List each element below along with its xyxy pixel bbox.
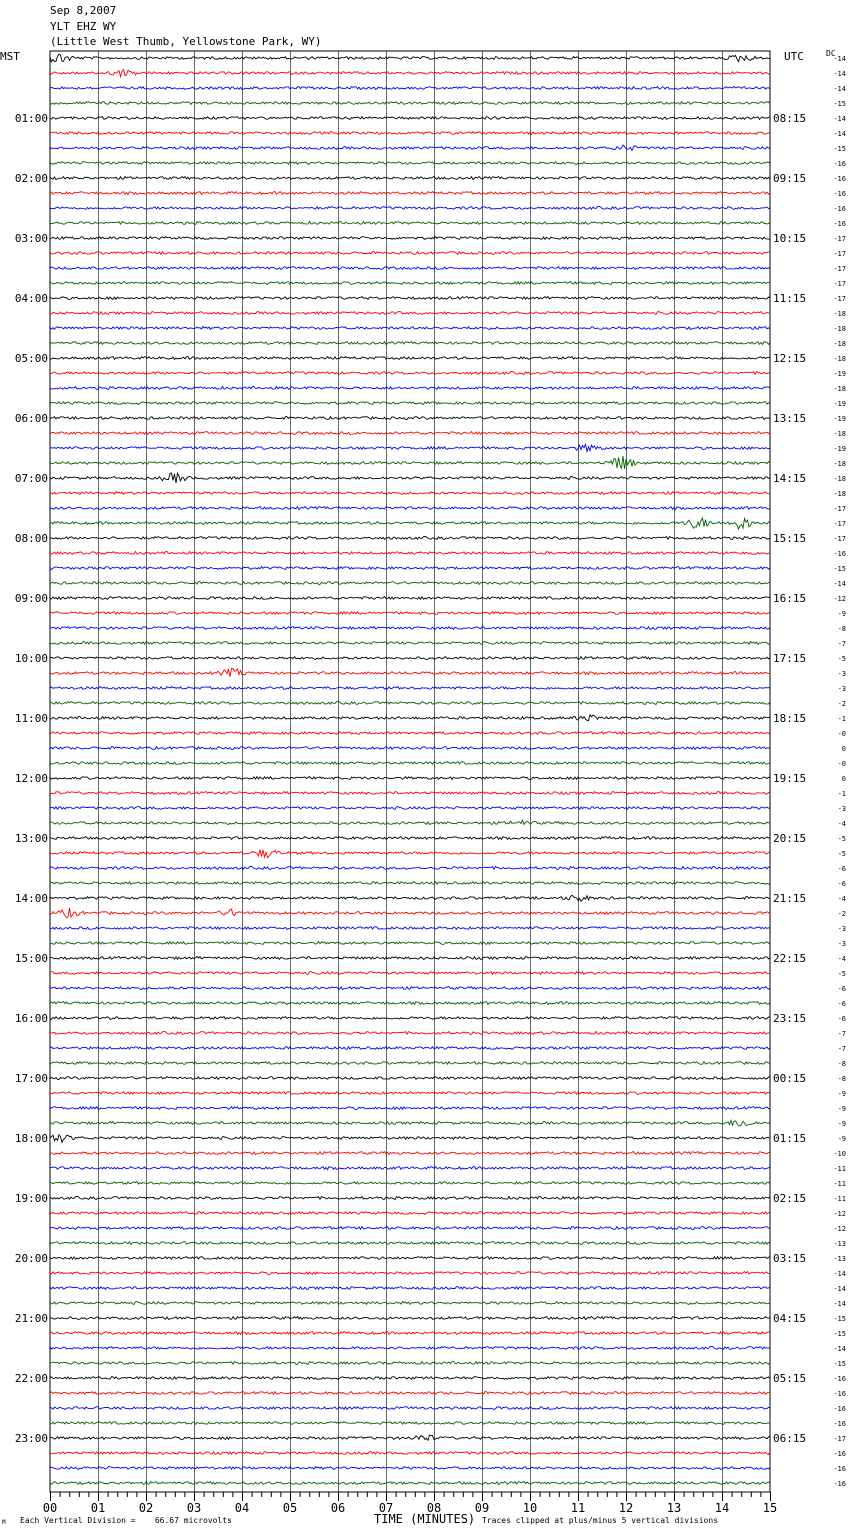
dc-offset-label: -17	[833, 295, 846, 303]
trace-row	[50, 1032, 770, 1035]
trace-row	[50, 117, 770, 120]
mst-hour-label: 16:00	[14, 1012, 48, 1025]
dc-offset-label: -9	[837, 1120, 846, 1128]
station-code: YLT EHZ WY	[50, 20, 117, 33]
dc-offset-label: -16	[833, 1465, 846, 1473]
dc-offset-label: -17	[833, 265, 846, 273]
mst-hour-label: 21:00	[14, 1312, 48, 1325]
dc-offset-label: -19	[833, 415, 846, 423]
trace-row	[50, 1152, 770, 1155]
trace-row	[50, 54, 770, 62]
dc-offset-label: -11	[833, 1165, 846, 1173]
trace-row	[50, 1407, 770, 1410]
dc-offset-label: -8	[837, 625, 846, 633]
dc-offset-label: -13	[833, 1255, 846, 1263]
trace-row	[50, 252, 770, 255]
utc-hour-label: 13:15	[773, 412, 807, 425]
trace-row	[50, 1121, 770, 1126]
trace-row	[50, 1212, 770, 1215]
trace-row	[50, 882, 770, 885]
dc-offset-label: -2	[837, 700, 846, 708]
dc-offset-label: -15	[833, 100, 846, 108]
utc-hour-label: 01:15	[773, 1132, 807, 1145]
trace-row	[50, 267, 770, 270]
x-tick-label: 13	[666, 1501, 682, 1515]
trace-row	[50, 850, 770, 858]
utc-hour-label: 03:15	[773, 1252, 807, 1265]
dc-offset-label: -19	[833, 400, 846, 408]
dc-offset-label: -14	[833, 130, 846, 138]
trace-row	[50, 1332, 770, 1335]
utc-hour-label: 04:15	[773, 1312, 807, 1325]
vertical-scale-note: Each Vertical Division = 66.67 microvolts	[20, 1516, 232, 1525]
dc-offset-label: -16	[833, 205, 846, 213]
dc-offset-label: -16	[833, 190, 846, 198]
dc-offset-label: -3	[837, 685, 846, 693]
utc-hour-label: 14:15	[773, 472, 807, 485]
trace-row	[50, 372, 770, 375]
x-tick-label: 05	[282, 1501, 298, 1515]
mst-hour-label: 20:00	[14, 1252, 48, 1265]
trace-row	[50, 567, 770, 570]
dc-offset-label: -11	[833, 1195, 846, 1203]
dc-offset-label: -17	[833, 520, 846, 528]
mst-hour-label: 18:00	[14, 1132, 48, 1145]
dc-offset-label: -1	[837, 715, 846, 723]
mst-hour-label: 04:00	[14, 292, 48, 305]
trace-row	[50, 432, 770, 435]
plot-date: Sep 8,2007	[50, 4, 117, 17]
trace-row	[50, 1077, 770, 1080]
trace-row	[50, 927, 770, 930]
trace-row	[50, 162, 770, 165]
trace-row	[50, 518, 770, 529]
dc-offset-label: -19	[833, 370, 846, 378]
dc-offset-label: -9	[837, 610, 846, 618]
dc-offset-label: -12	[833, 595, 846, 603]
dc-offset-label: -3	[837, 805, 846, 813]
dc-offset-label: -15	[833, 145, 846, 153]
mst-hour-label: 08:00	[14, 532, 48, 545]
dc-offset-label: -16	[833, 220, 846, 228]
dc-offset-label: -16	[833, 1480, 846, 1488]
mst-hour-label: 19:00	[14, 1192, 48, 1205]
trace-row	[50, 777, 770, 780]
dc-offset-label: -5	[837, 835, 846, 843]
dc-offset-label: -17	[833, 1435, 846, 1443]
trace-row	[50, 473, 770, 483]
x-tick-label: 10	[522, 1501, 538, 1515]
x-tick-label: 02	[138, 1501, 154, 1515]
dc-offset-label: -14	[833, 1300, 846, 1308]
trace-row	[50, 357, 770, 360]
trace-row	[50, 145, 770, 150]
trace-row	[50, 668, 770, 676]
dc-offset-label: -0	[837, 730, 846, 738]
utc-hour-label: 15:15	[773, 532, 807, 545]
utc-hour-label: 02:15	[773, 1192, 807, 1205]
dc-offset-label: -16	[833, 1405, 846, 1413]
utc-hour-label: 00:15	[773, 1072, 807, 1085]
trace-row	[50, 1257, 770, 1260]
dc-offset-label: -8	[837, 1060, 846, 1068]
utc-hour-label: 11:15	[773, 292, 807, 305]
dc-offset-label: -14	[833, 1345, 846, 1353]
mst-hour-label: 07:00	[14, 472, 48, 485]
dc-offset-label: 0	[841, 775, 846, 783]
utc-hour-label: 12:15	[773, 352, 807, 365]
trace-row	[50, 1392, 770, 1395]
trace-row	[50, 1482, 770, 1485]
dc-offset-label: -14	[833, 70, 846, 78]
utc-hour-label: 06:15	[773, 1432, 807, 1445]
station-location: (Little West Thumb, Yellowstone Park, WY)	[50, 35, 322, 48]
dc-offset-label: -18	[833, 490, 846, 498]
mst-hour-label: 03:00	[14, 232, 48, 245]
trace-row	[50, 1302, 770, 1305]
mst-hour-label: 09:00	[14, 592, 48, 605]
dc-offset-label: -18	[833, 475, 846, 483]
trace-row	[50, 237, 770, 240]
utc-hour-label: 17:15	[773, 652, 807, 665]
utc-hour-label: 21:15	[773, 892, 807, 905]
dc-offset-label: -18	[833, 325, 846, 333]
dc-offset-label: -15	[833, 1315, 846, 1323]
trace-row	[50, 132, 770, 135]
trace-row	[50, 207, 770, 210]
dc-offset-label: -13	[833, 1240, 846, 1248]
trace-row	[50, 1017, 770, 1020]
utc-hour-label: 18:15	[773, 712, 807, 725]
trace-row	[50, 1377, 770, 1380]
dc-offset-label: -5	[837, 655, 846, 663]
trace-row	[50, 282, 770, 285]
dc-offset-label: -16	[833, 1390, 846, 1398]
dc-offset-label: -14	[833, 1270, 846, 1278]
trace-row	[50, 1107, 770, 1110]
trace-row	[50, 702, 770, 705]
dc-offset-label: -17	[833, 505, 846, 513]
dc-offset-label: -18	[833, 430, 846, 438]
dc-offset-label: -6	[837, 880, 846, 888]
trace-row	[50, 820, 770, 825]
x-axis-title: TIME (MINUTES)	[374, 1512, 476, 1526]
x-tick-label: 12	[618, 1501, 634, 1515]
trace-row	[50, 908, 770, 918]
corner-mark: M	[2, 1519, 6, 1526]
trace-row	[50, 456, 770, 469]
x-tick-label: 15	[762, 1501, 778, 1515]
trace-row	[50, 715, 770, 721]
trace-row	[50, 1347, 770, 1350]
trace-row	[50, 1272, 770, 1275]
trace-row	[50, 1135, 770, 1143]
trace-row	[50, 327, 770, 330]
dc-offset-label: -3	[837, 925, 846, 933]
dc-offset-label: -14	[833, 580, 846, 588]
mst-hour-label: 22:00	[14, 1372, 48, 1385]
dc-offset-label: -9	[837, 1135, 846, 1143]
x-tick-label: 11	[570, 1501, 586, 1515]
mst-hour-label: 11:00	[14, 712, 48, 725]
dc-offset-label: -14	[833, 1285, 846, 1293]
dc-offset-label: -3	[837, 670, 846, 678]
trace-row	[50, 942, 770, 945]
trace-row	[50, 1467, 770, 1470]
trace-row	[50, 192, 770, 195]
mst-hour-label: 23:00	[14, 1432, 48, 1445]
trace-row	[50, 87, 770, 90]
dc-offset-label: -4	[837, 895, 846, 903]
dc-offset-label: -19	[833, 445, 846, 453]
utc-hour-label: 05:15	[773, 1372, 807, 1385]
dc-offset-label: -17	[833, 250, 846, 258]
mst-hour-label: 14:00	[14, 892, 48, 905]
trace-row	[50, 387, 770, 390]
dc-offset-label: -16	[833, 160, 846, 168]
mst-hour-label: 12:00	[14, 772, 48, 785]
dc-offset-label: -9	[837, 1105, 846, 1113]
dc-offset-label: -11	[833, 1180, 846, 1188]
dc-offset-label: -14	[833, 85, 846, 93]
dc-offset-label: -14	[833, 55, 846, 63]
trace-row	[50, 732, 770, 735]
dc-offset-label: -4	[837, 955, 846, 963]
dc-offset-label: -1	[837, 790, 846, 798]
utc-hour-label: 09:15	[773, 172, 807, 185]
dc-offset-label: -6	[837, 985, 846, 993]
mst-hour-label: 01:00	[14, 112, 48, 125]
mst-hour-label: 15:00	[14, 952, 48, 965]
utc-hour-label: 23:15	[773, 1012, 807, 1025]
dc-offset-label: -16	[833, 1420, 846, 1428]
trace-row	[50, 792, 770, 795]
x-tick-label: 01	[90, 1501, 106, 1515]
dc-offset-label: -3	[837, 940, 846, 948]
dc-offset-label: -6	[837, 1000, 846, 1008]
trace-row	[50, 762, 770, 765]
mst-hour-label: 17:00	[14, 1072, 48, 1085]
trace-row	[50, 1317, 770, 1320]
dc-offset-label: -4	[837, 820, 846, 828]
utc-hour-label: 19:15	[773, 772, 807, 785]
trace-row	[50, 627, 770, 630]
dc-offset-label: -15	[833, 1330, 846, 1338]
trace-row	[50, 507, 770, 510]
dc-offset-label: -7	[837, 1045, 846, 1053]
clipping-note: Traces clipped at plus/minus 5 vertical divisions	[482, 1516, 719, 1525]
dc-offset-label: -16	[833, 550, 846, 558]
dc-offset-label: -14	[833, 115, 846, 123]
dc-offset-label: -18	[833, 310, 846, 318]
utc-hour-label: 22:15	[773, 952, 807, 965]
trace-row	[50, 552, 770, 555]
trace-row	[50, 1422, 770, 1425]
x-tick-label: 06	[330, 1501, 346, 1515]
dc-offset-label: -5	[837, 850, 846, 858]
trace-row	[50, 582, 770, 585]
dc-offset-label: -6	[837, 1015, 846, 1023]
trace-row	[50, 297, 770, 300]
dc-offset-label: -8	[837, 1075, 846, 1083]
trace-row	[50, 70, 770, 77]
dc-offset-label: -16	[833, 1450, 846, 1458]
trace-row	[50, 597, 770, 600]
dc-offset-label: -17	[833, 535, 846, 543]
dc-offset-header: DC	[826, 49, 836, 58]
trace-row	[50, 747, 770, 750]
dc-offset-label: -2	[837, 910, 846, 918]
trace-row	[50, 417, 770, 420]
dc-offset-label: -18	[833, 460, 846, 468]
dc-offset-label: 0	[841, 745, 846, 753]
trace-row	[50, 222, 770, 225]
trace-row	[50, 1287, 770, 1290]
utc-hour-label: 20:15	[773, 832, 807, 845]
trace-row	[50, 807, 770, 810]
x-tick-label: 00	[42, 1501, 58, 1515]
trace-row	[50, 537, 770, 540]
right-timezone-label: UTC	[784, 50, 804, 63]
trace-row	[50, 1062, 770, 1065]
trace-row	[50, 612, 770, 615]
trace-row	[50, 642, 770, 645]
trace-row	[50, 1167, 770, 1170]
trace-row	[50, 1452, 770, 1455]
x-tick-label: 14	[714, 1501, 730, 1515]
dc-offset-label: -7	[837, 1030, 846, 1038]
dc-offset-label: -12	[833, 1225, 846, 1233]
x-tick-label: 04	[234, 1501, 250, 1515]
x-tick-label: 09	[474, 1501, 490, 1515]
trace-row	[50, 312, 770, 315]
trace-row	[50, 1242, 770, 1245]
mst-hour-label: 10:00	[14, 652, 48, 665]
dc-offset-label: -12	[833, 1210, 846, 1218]
trace-row	[50, 687, 770, 690]
mst-hour-label: 05:00	[14, 352, 48, 365]
x-tick-label: 03	[186, 1501, 202, 1515]
trace-row	[50, 402, 770, 405]
trace-row	[50, 342, 770, 345]
mst-hour-label: 13:00	[14, 832, 48, 845]
trace-row	[50, 1047, 770, 1050]
dc-offset-label: -17	[833, 280, 846, 288]
left-timezone-label: MST	[0, 50, 20, 63]
dc-offset-label: -10	[833, 1150, 846, 1158]
utc-hour-label: 08:15	[773, 112, 807, 125]
dc-offset-label: -16	[833, 1375, 846, 1383]
x-tick-label: 08	[426, 1501, 442, 1515]
trace-row	[50, 972, 770, 975]
dc-offset-label: -9	[837, 1090, 846, 1098]
utc-hour-label: 16:15	[773, 592, 807, 605]
dc-offset-label: -7	[837, 640, 846, 648]
dc-offset-label: -0	[837, 760, 846, 768]
dc-offset-label: -18	[833, 385, 846, 393]
trace-row	[50, 1197, 770, 1200]
dc-offset-label: -6	[837, 865, 846, 873]
trace-row	[50, 1002, 770, 1005]
trace-row	[50, 987, 770, 990]
trace-row	[50, 1182, 770, 1185]
trace-row	[50, 957, 770, 960]
dc-offset-label: -17	[833, 235, 846, 243]
trace-row	[50, 444, 770, 451]
mst-hour-label: 02:00	[14, 172, 48, 185]
dc-offset-label: -15	[833, 1360, 846, 1368]
trace-row	[50, 895, 770, 901]
trace-row	[50, 492, 770, 495]
mst-hour-label: 06:00	[14, 412, 48, 425]
dc-offset-label: -18	[833, 340, 846, 348]
dc-offset-label: -18	[833, 355, 846, 363]
trace-row	[50, 1227, 770, 1230]
trace-row	[50, 102, 770, 105]
trace-row	[50, 177, 770, 180]
dc-offset-label: -5	[837, 970, 846, 978]
x-tick-label: 07	[378, 1501, 394, 1515]
trace-row	[50, 1092, 770, 1095]
trace-row	[50, 1362, 770, 1365]
trace-row	[50, 657, 770, 660]
trace-row	[50, 867, 770, 870]
dc-offset-label: -15	[833, 565, 846, 573]
trace-row	[50, 1435, 770, 1440]
dc-offset-label: -16	[833, 175, 846, 183]
utc-hour-label: 10:15	[773, 232, 807, 245]
trace-row	[50, 837, 770, 840]
